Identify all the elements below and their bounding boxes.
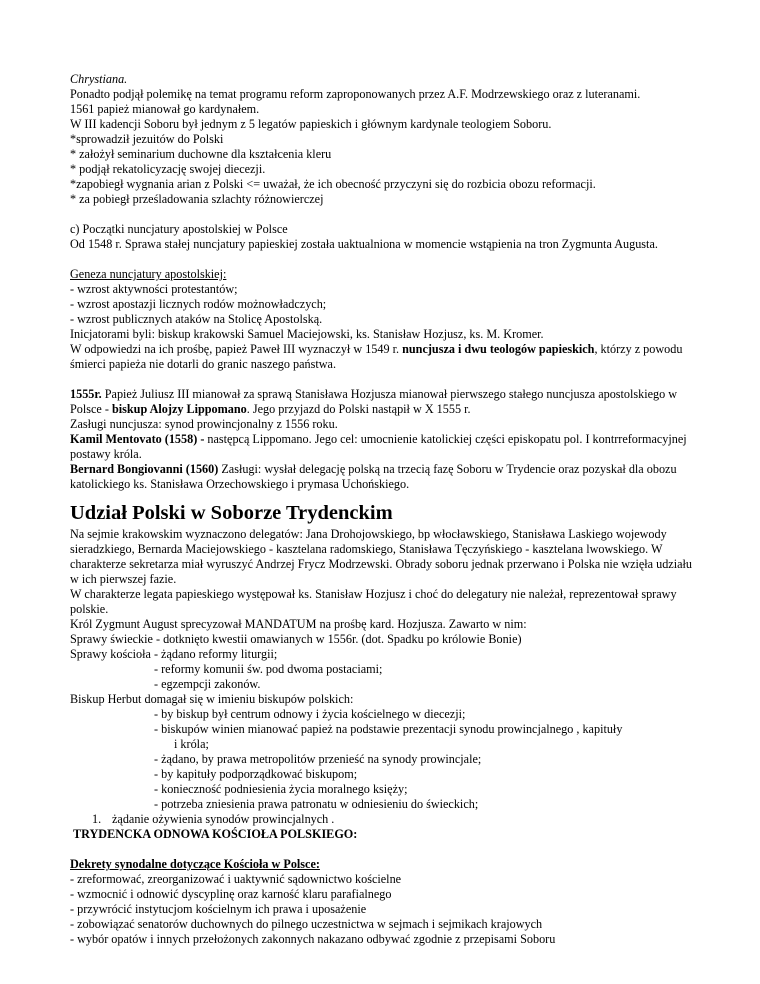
- document-page: [70, 72, 700, 947]
- nuncio-bernard-bold: Bernard Bongiovanni (1560): [70, 462, 219, 476]
- intro-line: W III kadencji Soboru był jednym z 5 legatów papieskich i głównym kardynale teologiem Soboru.: [70, 117, 552, 131]
- nuncio-year: 1555r.: [70, 387, 102, 401]
- spacer: [70, 372, 700, 387]
- intro-line: 1561 papież mianował go kardynałem.: [70, 102, 260, 116]
- herburt-item: - konieczność podniesienia życia moralnego księży;: [154, 782, 408, 796]
- intro-italic-line: Chrystiana.: [70, 72, 128, 86]
- numbered-item-text: żądanie ożywienia synodów prowincjalnych .: [112, 812, 335, 826]
- church-item: - reformy komunii św. pod dwoma postaciami;: [154, 662, 383, 676]
- numbered-item-number: 1.: [92, 812, 102, 826]
- nuncio-line1-bold: biskup Alojzy Lippomano: [111, 402, 247, 416]
- herburt-item-continuation: i króla;: [174, 737, 209, 751]
- spacer: [70, 252, 700, 267]
- spacer: [70, 842, 700, 857]
- dekrety-item: - przywrócić instytucjom kościelnym ich prawa i uposażenie: [70, 902, 367, 916]
- nuncio-kamil: [70, 432, 700, 462]
- geneza-response-pre: W odpowiedzi na ich prośbę, papież Paweł III wyznaczył w 1549 r.: [70, 342, 403, 356]
- herburt-item: - potrzeba zniesienia prawa patronatu w odniesieniu do świeckich;: [154, 797, 479, 811]
- intro-line: * założył seminarium duchowne dla kształcenia kleru: [70, 147, 332, 161]
- nuncio-line1-post: . Jego przyjazd do Polski nastąpił w X 1555 r.: [246, 402, 471, 416]
- udzial-paragraph: Sprawy kościoła - żądano reformy liturgii;: [70, 647, 278, 661]
- intro-line: Ponadto podjął polemikę na temat programu reform zaproponowanych przez A.F. Modrzewskiego oraz z luteranami.: [70, 87, 641, 101]
- intro-line: *sprowadził jezuitów do Polski: [70, 132, 224, 146]
- nuncio-bernard-rest: Zasługi: wysłał delegację polską na trzecią fazę Soboru w Trydencie oraz pozyskał dla obozu katolickiego ks. Stanisława Orzechowskiego i prymasa Uchońskiego.: [70, 462, 677, 491]
- nuncio-lippomano: [70, 387, 700, 417]
- herburt-item: - żądano, by prawa metropolitów przenieść na synody prowincjale;: [154, 752, 482, 766]
- intro-line: *zapobiegł wygnania arian z Polski <= uważał, że ich obecność przyczyni się do rozbicia obozu reformacji.: [70, 177, 596, 191]
- dekrety-item: - wzmocnić i odnowić dyscyplinę oraz karność klaru parafialnego: [70, 887, 392, 901]
- nuncio-kamil-bold: Kamil Mentovato (1558) -: [70, 432, 205, 446]
- section-c-line: Od 1548 r. Sprawa stałej nuncjatury papieskiej została uaktualniona w momencie wstąpienia na tron Zygmunta Augusta.: [70, 237, 658, 251]
- geneza-title: Geneza nuncjatury apostolskiej:: [70, 267, 227, 281]
- nuncio-kamil-rest: następcą Lippomano. Jego cel: umocnienie katolickiej części episkopatu pol. I kontrreformacyjnej postawy króla.: [70, 432, 687, 461]
- nuncio-bernard: [70, 462, 700, 492]
- herburt-item: - by kapituły podporządkować biskupom;: [154, 767, 358, 781]
- trydencka-heading: TRYDENCKA ODNOWA KOŚCIOŁA POLSKIEGO:: [73, 827, 358, 841]
- udzial-paragraph: W charakterze legata papieskiego występował ks. Stanisław Hozjusz i choć do delegatury nie należał, reprezentował sprawy polskie.: [70, 587, 677, 616]
- herburt-line: Biskup Herbut domagał się w imieniu biskupów polskich:: [70, 692, 354, 706]
- udzial-paragraph: Na sejmie krakowskim wyznaczono delegatów: Jana Drohojowskiego, bp włocławskiego, Stanisława Laskiego wojewody sieradzkiego, Bernarda Maciejowskiego - kasztelana radomskiego, Stanisława Tęczyńskiego - kasztelana lwowskiego. W charakterze sekretarza miał wyruszyć Andrzej Frycz Modrzewski. Obrady soboru jednak przerwano i Polska nie wzięła udziału w ich pierwszej fazie.: [70, 527, 692, 586]
- udzial-paragraph: Sprawy świeckie - dotknięto kwestii omawianych w 1556r. (dot. Spadku po królowie Bonie): [70, 632, 522, 646]
- udzial-heading: Udział Polski w Soborze Trydenckim: [70, 502, 393, 524]
- dekrety-item: - wybór opatów i innych przełożonych zakonnych nakazano odbywać zgodnie z przepisami Soboru: [70, 932, 556, 946]
- dekrety-item: - zreformować, zreorganizować i uaktywnić sądownictwo kościelne: [70, 872, 402, 886]
- udzial-paragraph: Król Zygmunt August sprecyzował MANDATUM na prośbę kard. Hozjusza. Zawarto w nim:: [70, 617, 527, 631]
- dekrety-title: Dekrety synodalne dotyczące Kościoła w Polsce:: [70, 857, 320, 871]
- nuncio-merits: Zasługi nuncjusza: synod prowincjonalny z 1556 roku.: [70, 417, 338, 431]
- intro-line: * za pobiegł prześladowania szlachty różnowierczej: [70, 192, 324, 206]
- intro-line: * podjął rekatolicyzację swojej diecezji.: [70, 162, 266, 176]
- church-item: - egzempcji zakonów.: [154, 677, 261, 691]
- geneza-response-post: , którzy z powodu śmierci papieża nie dotarli do granic naszego państwa.: [70, 342, 683, 371]
- nuncio-line1-pre: Papież Juliusz III mianował za sprawą Stanisława Hozjusza mianował pierwszego stałego nuncjusza apostolskiego w Polsce -: [70, 387, 678, 416]
- section-c-heading: c) Początki nuncjatury apostolskiej w Polsce: [70, 222, 288, 236]
- geneza-item: - wzrost apostazji licznych rodów możnowładczych;: [70, 297, 327, 311]
- spacer: [70, 207, 700, 222]
- numbered-item: [70, 812, 700, 827]
- herburt-item: - by biskup był centrum odnowy i życia kościelnego w diecezji;: [154, 707, 466, 721]
- geneza-item: - wzrost aktywności protestantów;: [70, 282, 238, 296]
- dekrety-item: - zobowiązać senatorów duchownych do pilnego uczestnictwa w sejmach i sejmikach krajowych: [70, 917, 543, 931]
- geneza-response: [70, 342, 700, 372]
- herburt-item: - biskupów winien mianować papież na podstawie prezentacji synodu prowincjalnego , kapituły: [154, 722, 623, 736]
- geneza-item: - wzrost publicznych ataków na Stolicę Apostolską.: [70, 312, 323, 326]
- geneza-response-bold: nuncjusza i dwu teologów papieskich: [402, 342, 595, 356]
- geneza-initiators: Inicjatorami byli: biskup krakowski Samuel Maciejowski, ks. Stanisław Hozjusz, ks. M. Kromer.: [70, 327, 544, 341]
